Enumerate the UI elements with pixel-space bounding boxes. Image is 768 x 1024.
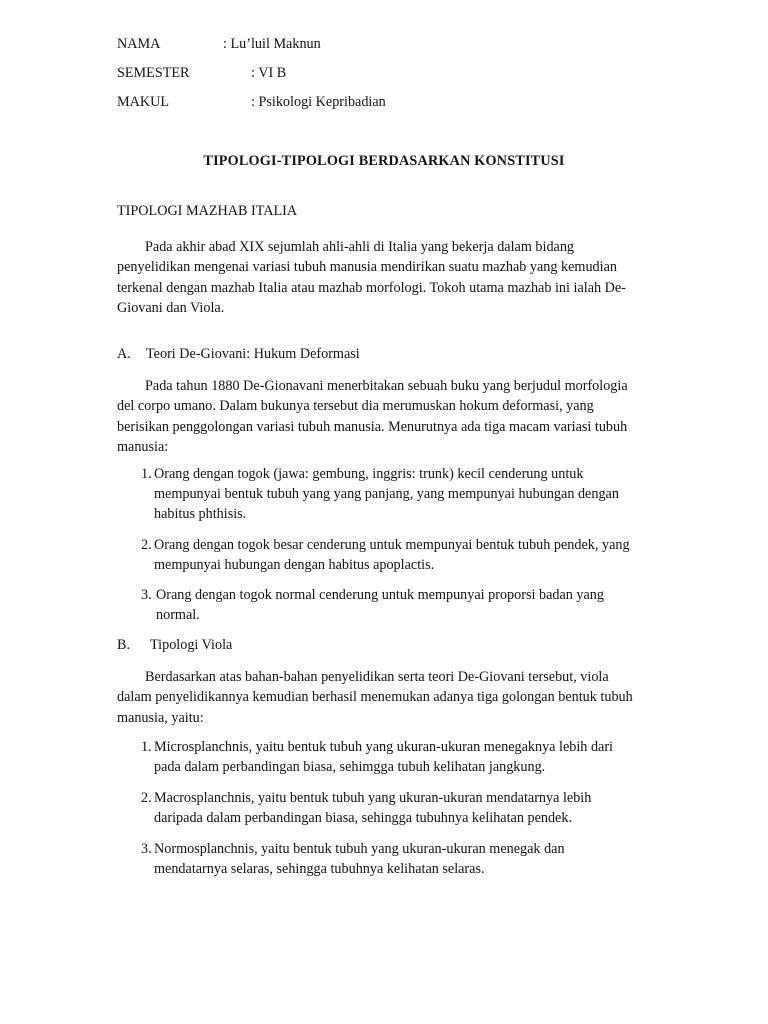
intro-paragraph: [117, 237, 637, 318]
header-value-makul: : Psikologi Kepribadian: [251, 94, 386, 110]
section-b-paragraph-text: Berdasarkan atas bahan-bahan penyelidikan serta teori De-Giovani tersebut, viola dalam penyelidikannya kemudian berhasil menemukan adanya tiga golongan bentuk tubuh manusia, yaitu:: [117, 669, 633, 726]
section-b-marker: B.: [117, 637, 131, 653]
list-item-number: 2.: [141, 537, 152, 553]
document-title: TIPOLOGI-TIPOLOGI BERDASARKAN KONSTITUSI: [203, 153, 565, 169]
list-item-number: 1.: [141, 739, 152, 755]
section-b-title: Tipologi Viola: [150, 637, 233, 653]
list-item-number: 3.: [141, 841, 152, 857]
section-a-marker: A.: [117, 346, 131, 362]
section-b-list-item: [141, 839, 591, 879]
section-heading: TIPOLOGI MAZHAB ITALIA: [117, 203, 298, 219]
section-a-paragraph-text: Pada tahun 1880 De-Gionavani menerbitakan sebuah buku yang berjudul morfologia del corpo umano. Dalam bukunya tersebut dia merumuskan hokum deformasi, yang berisikan penggolongan variasi tubuh manusia. Menurutnya ada tiga macam variasi tubuh manusia:: [117, 378, 628, 455]
section-b-list-item: [141, 737, 631, 777]
section-a-list-item: [141, 464, 641, 524]
section-b-list-item: [141, 788, 636, 828]
section-a-title: Teori De-Giovani: Hukum Deformasi: [146, 346, 360, 362]
intro-paragraph-text: Pada akhir abad XIX sejumlah ahli-ahli di Italia yang bekerja dalam bidang penyelidikan mengenai variasi tubuh manusia mendirikan suatu mazhab yang kemudian terkenal dengan mazhab Italia atau mazhab morfologi. Tokoh utama mazhab ini ialah De-Giovani dan Viola.: [117, 239, 626, 316]
section-b-paragraph: [117, 667, 642, 728]
section-a-paragraph: [117, 376, 637, 457]
header-label-makul: MAKUL: [117, 94, 170, 110]
list-item-number: 1.: [141, 466, 152, 482]
header-label-semester: SEMESTER: [117, 65, 190, 81]
list-item-number: 2.: [141, 790, 152, 806]
list-item-text: Macrosplanchnis, yaitu bentuk tubuh yang ukuran-ukuran mendatarnya lebih daripada dalam perbandingan biasa, sehingga tubuhnya kelihatan pendek.: [154, 790, 592, 826]
list-item-text: Orang dengan togok normal cenderung untuk mempunyai proporsi badan yang normal.: [156, 587, 604, 623]
list-item-text: Orang dengan togok (jawa: gembung, inggris: trunk) kecil cenderung untuk mempunyai bentuk tubuh yang yang panjang, yang mempunyai hubungan dengan habitus phthisis.: [154, 466, 619, 522]
section-a-list-item: [141, 535, 651, 575]
list-item-number: 3.: [141, 587, 152, 603]
header-value-semester: : VI B: [251, 65, 287, 81]
section-a-list-item: [141, 585, 651, 625]
list-item-text: Orang dengan togok besar cenderung untuk mempunyai bentuk tubuh pendek, yang mempunyai hubungan dengan habitus apoplactis.: [154, 537, 630, 573]
header-label-nama: NAMA: [117, 36, 161, 52]
list-item-text: Microsplanchnis, yaitu bentuk tubuh yang ukuran-ukuran menegaknya lebih dari pada dalam perbandingan biasa, sehimgga tubuh kelihatan jangkung.: [154, 739, 614, 775]
list-item-text: Normosplanchnis, yaitu bentuk tubuh yang ukuran-ukuran menegak dan mendatarnya selaras, sehingga tubuhnya kelihatan selaras.: [154, 841, 565, 877]
header-value-nama: : Lu’luil Maknun: [223, 36, 321, 52]
